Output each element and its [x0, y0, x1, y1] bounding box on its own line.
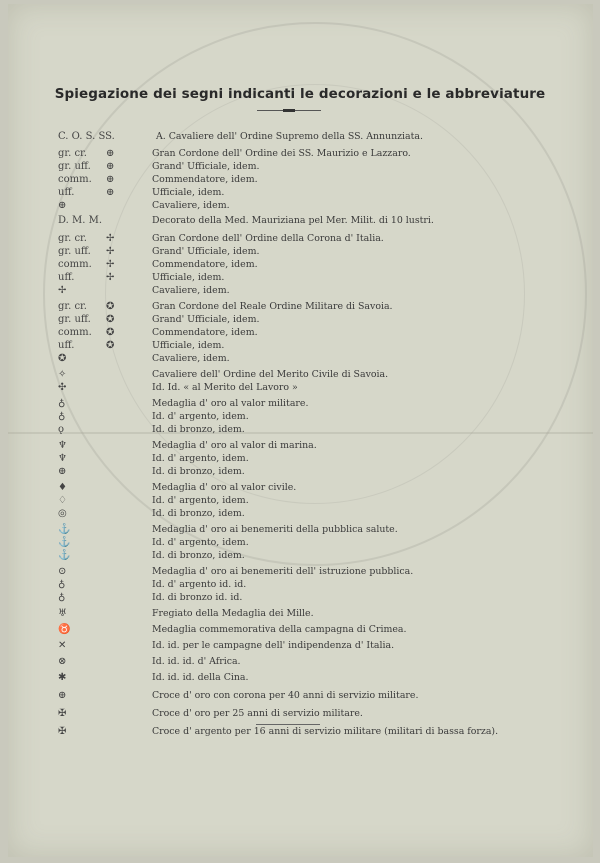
- row-abbreviation: ⊙: [58, 566, 67, 577]
- row-abbreviation: ✠: [58, 726, 67, 737]
- legend-row: [0, 271, 600, 284]
- row-description: Grand' Ufficiale, idem.: [152, 246, 260, 257]
- row-description: Decorato della Med. Mauriziana pel Mer. Milit. di 10 lustri.: [152, 215, 434, 226]
- row-abbreviation: ♅: [58, 608, 67, 619]
- row-abbreviation: ⚓: [58, 524, 71, 535]
- row-description: Croce d' oro con corona per 40 anni di servizio militare.: [152, 690, 419, 701]
- row-description: Ufficiale, idem.: [152, 340, 225, 351]
- row-abbreviation: comm.: [58, 327, 92, 338]
- row-description: Medaglia d' oro al valor militare.: [152, 398, 309, 409]
- row-symbol: ⊕: [106, 187, 115, 198]
- legend-row: [0, 381, 600, 394]
- row-description: Id. Id. « al Merito del Lavoro »: [152, 382, 298, 393]
- row-description: Id. d' argento, idem.: [152, 537, 249, 548]
- row-abbreviation: D. M. M.: [58, 215, 103, 226]
- legend-row: [0, 300, 600, 313]
- row-description: Cavaliere, idem.: [152, 285, 230, 296]
- legend-row: [0, 130, 600, 143]
- row-abbreviation: ⊕: [58, 466, 67, 477]
- row-description: Id. id. id. d' Africa.: [152, 656, 241, 667]
- row-description: Id. id. per le campagne dell' indipendenza d' Italia.: [152, 640, 395, 651]
- legend-row: [0, 707, 600, 720]
- legend-row: [0, 623, 600, 636]
- row-abbreviation: C. O. S. SS.: [58, 131, 115, 142]
- legend-row: [0, 352, 600, 365]
- row-description: Grand' Ufficiale, idem.: [152, 314, 260, 325]
- legend-row: [0, 725, 600, 738]
- row-description: Commendatore, idem.: [152, 327, 258, 338]
- row-abbreviation: ✱: [58, 672, 67, 683]
- row-description: Id. d' argento, idem.: [152, 495, 249, 506]
- row-abbreviation: ♦: [58, 482, 67, 493]
- row-description: Cavaliere, idem.: [152, 200, 230, 211]
- row-abbreviation: ⚓: [58, 550, 71, 561]
- row-description: Commendatore, idem.: [152, 174, 258, 185]
- row-abbreviation: ♆: [58, 440, 67, 451]
- legend-row: [0, 536, 600, 549]
- row-symbol: ⊕: [106, 148, 115, 159]
- legend-row: [0, 313, 600, 326]
- row-description: A. Cavaliere dell' Ordine Supremo della SS. Annunziata.: [156, 131, 423, 142]
- legend-row: [0, 326, 600, 339]
- row-symbol: ⊕: [106, 161, 115, 172]
- legend-row: [0, 147, 600, 160]
- legend-row: [0, 671, 600, 684]
- legend-row: [0, 186, 600, 199]
- row-description: Cavaliere dell' Ordine del Merito Civile di Savoia.: [152, 369, 389, 380]
- legend-row: [0, 368, 600, 381]
- legend-row: [0, 639, 600, 652]
- row-description: Medaglia d' oro ai benemeriti della pubblica salute.: [152, 524, 398, 535]
- row-description: Medaglia d' oro al valor civile.: [152, 482, 297, 493]
- row-abbreviation: gr. uff.: [58, 161, 91, 172]
- row-symbol: ✪: [106, 314, 115, 325]
- row-abbreviation: ♁: [58, 592, 66, 603]
- legend-row: [0, 689, 600, 702]
- row-symbol: ✢: [106, 259, 115, 270]
- row-symbol: ✪: [106, 327, 115, 338]
- legend-row: [0, 523, 600, 536]
- row-abbreviation: gr. uff.: [58, 246, 91, 257]
- row-description: Medaglia commemorativa della campagna di Crimea.: [152, 624, 407, 635]
- legend-row: [0, 199, 600, 212]
- row-abbreviation: uff.: [58, 187, 75, 198]
- row-abbreviation: ⊕: [58, 200, 67, 211]
- row-symbol: ✢: [106, 233, 115, 244]
- row-description: Grand' Ufficiale, idem.: [152, 161, 260, 172]
- row-abbreviation: ✠: [58, 708, 67, 719]
- row-abbreviation: gr. cr.: [58, 301, 87, 312]
- legend-row: [0, 481, 600, 494]
- row-abbreviation: uff.: [58, 340, 75, 351]
- legend-row: [0, 160, 600, 173]
- row-symbol: ✢: [106, 246, 115, 257]
- row-description: Croce d' argento per 16 anni di servizio militare (militari di bassa forza).: [152, 726, 499, 737]
- row-description: Id. di bronzo, idem.: [152, 424, 245, 435]
- legend-row: [0, 655, 600, 668]
- row-abbreviation: ⊕: [58, 690, 67, 701]
- title-rule: [257, 110, 321, 111]
- legend-row: [0, 423, 600, 436]
- row-description: Croce d' oro per 25 anni di servizio militare.: [152, 708, 363, 719]
- row-description: Cavaliere, idem.: [152, 353, 230, 364]
- row-description: Ufficiale, idem.: [152, 272, 225, 283]
- row-description: Id. di bronzo id. id.: [152, 592, 243, 603]
- legend-row: [0, 549, 600, 562]
- row-abbreviation: comm.: [58, 174, 92, 185]
- legend-row: [0, 245, 600, 258]
- row-description: Medaglia d' oro ai benemeriti dell' istruzione pubblica.: [152, 566, 414, 577]
- row-abbreviation: ⊗: [58, 656, 67, 667]
- legend-row: [0, 578, 600, 591]
- row-description: Commendatore, idem.: [152, 259, 258, 270]
- legend-row: [0, 173, 600, 186]
- row-abbreviation: gr. cr.: [58, 233, 87, 244]
- row-abbreviation: uff.: [58, 272, 75, 283]
- legend-row: [0, 339, 600, 352]
- row-abbreviation: gr. uff.: [58, 314, 91, 325]
- row-symbol: ✪: [106, 340, 115, 351]
- row-symbol: ✪: [106, 301, 115, 312]
- row-description: Gran Cordone del Reale Ordine Militare di Savoia.: [152, 301, 393, 312]
- row-abbreviation: ♁: [58, 398, 66, 409]
- row-abbreviation: ♉: [58, 624, 71, 635]
- row-description: Gran Cordone dell' Ordine della Corona d' Italia.: [152, 233, 384, 244]
- legend-row: [0, 284, 600, 297]
- legend-row: [0, 494, 600, 507]
- row-symbol: ⊕: [106, 174, 115, 185]
- row-abbreviation: ◎: [58, 508, 67, 519]
- row-abbreviation: ♁: [58, 411, 66, 422]
- legend-row: [0, 410, 600, 423]
- legend-row: [0, 214, 600, 227]
- row-description: Medaglia d' oro al valor di marina.: [152, 440, 317, 451]
- row-description: Id. di bronzo, idem.: [152, 550, 245, 561]
- legend-row: [0, 452, 600, 465]
- row-abbreviation: ♆: [58, 453, 67, 464]
- row-description: Gran Cordone dell' Ordine dei SS. Maurizio e Lazzaro.: [152, 148, 411, 159]
- row-description: Id. d' argento, idem.: [152, 453, 249, 464]
- row-description: Id. di bronzo, idem.: [152, 466, 245, 477]
- legend-row: [0, 607, 600, 620]
- row-abbreviation: ✧: [58, 369, 67, 380]
- row-description: Ufficiale, idem.: [152, 187, 225, 198]
- bottom-rule: [256, 724, 320, 725]
- row-description: Fregiato della Medaglia dei Mille.: [152, 608, 314, 619]
- row-symbol: ✢: [106, 272, 115, 283]
- legend-row: [0, 258, 600, 271]
- row-abbreviation: comm.: [58, 259, 92, 270]
- legend-row: [0, 507, 600, 520]
- row-abbreviation: ⚓: [58, 537, 71, 548]
- page-title: Spiegazione dei segni indicanti le decorazioni e le abbreviature: [54, 86, 546, 102]
- row-description: Id. id. id. della Cina.: [152, 672, 249, 683]
- row-abbreviation: ♁: [58, 579, 66, 590]
- row-abbreviation: ✪: [58, 353, 67, 364]
- legend-row: [0, 439, 600, 452]
- legend-row: [0, 232, 600, 245]
- legend-row: [0, 565, 600, 578]
- legend-row: [0, 591, 600, 604]
- row-abbreviation: ✕: [58, 640, 67, 651]
- row-description: Id. d' argento, idem.: [152, 411, 249, 422]
- row-description: Id. d' argento id. id.: [152, 579, 247, 590]
- legend-row: [0, 465, 600, 478]
- row-abbreviation: ǫ: [58, 424, 65, 435]
- row-abbreviation: ✢: [58, 285, 67, 296]
- row-description: Id. di bronzo, idem.: [152, 508, 245, 519]
- legend-row: [0, 397, 600, 410]
- row-abbreviation: ♢: [58, 495, 67, 506]
- row-abbreviation: gr. cr.: [58, 148, 87, 159]
- row-abbreviation: ✣: [58, 382, 67, 393]
